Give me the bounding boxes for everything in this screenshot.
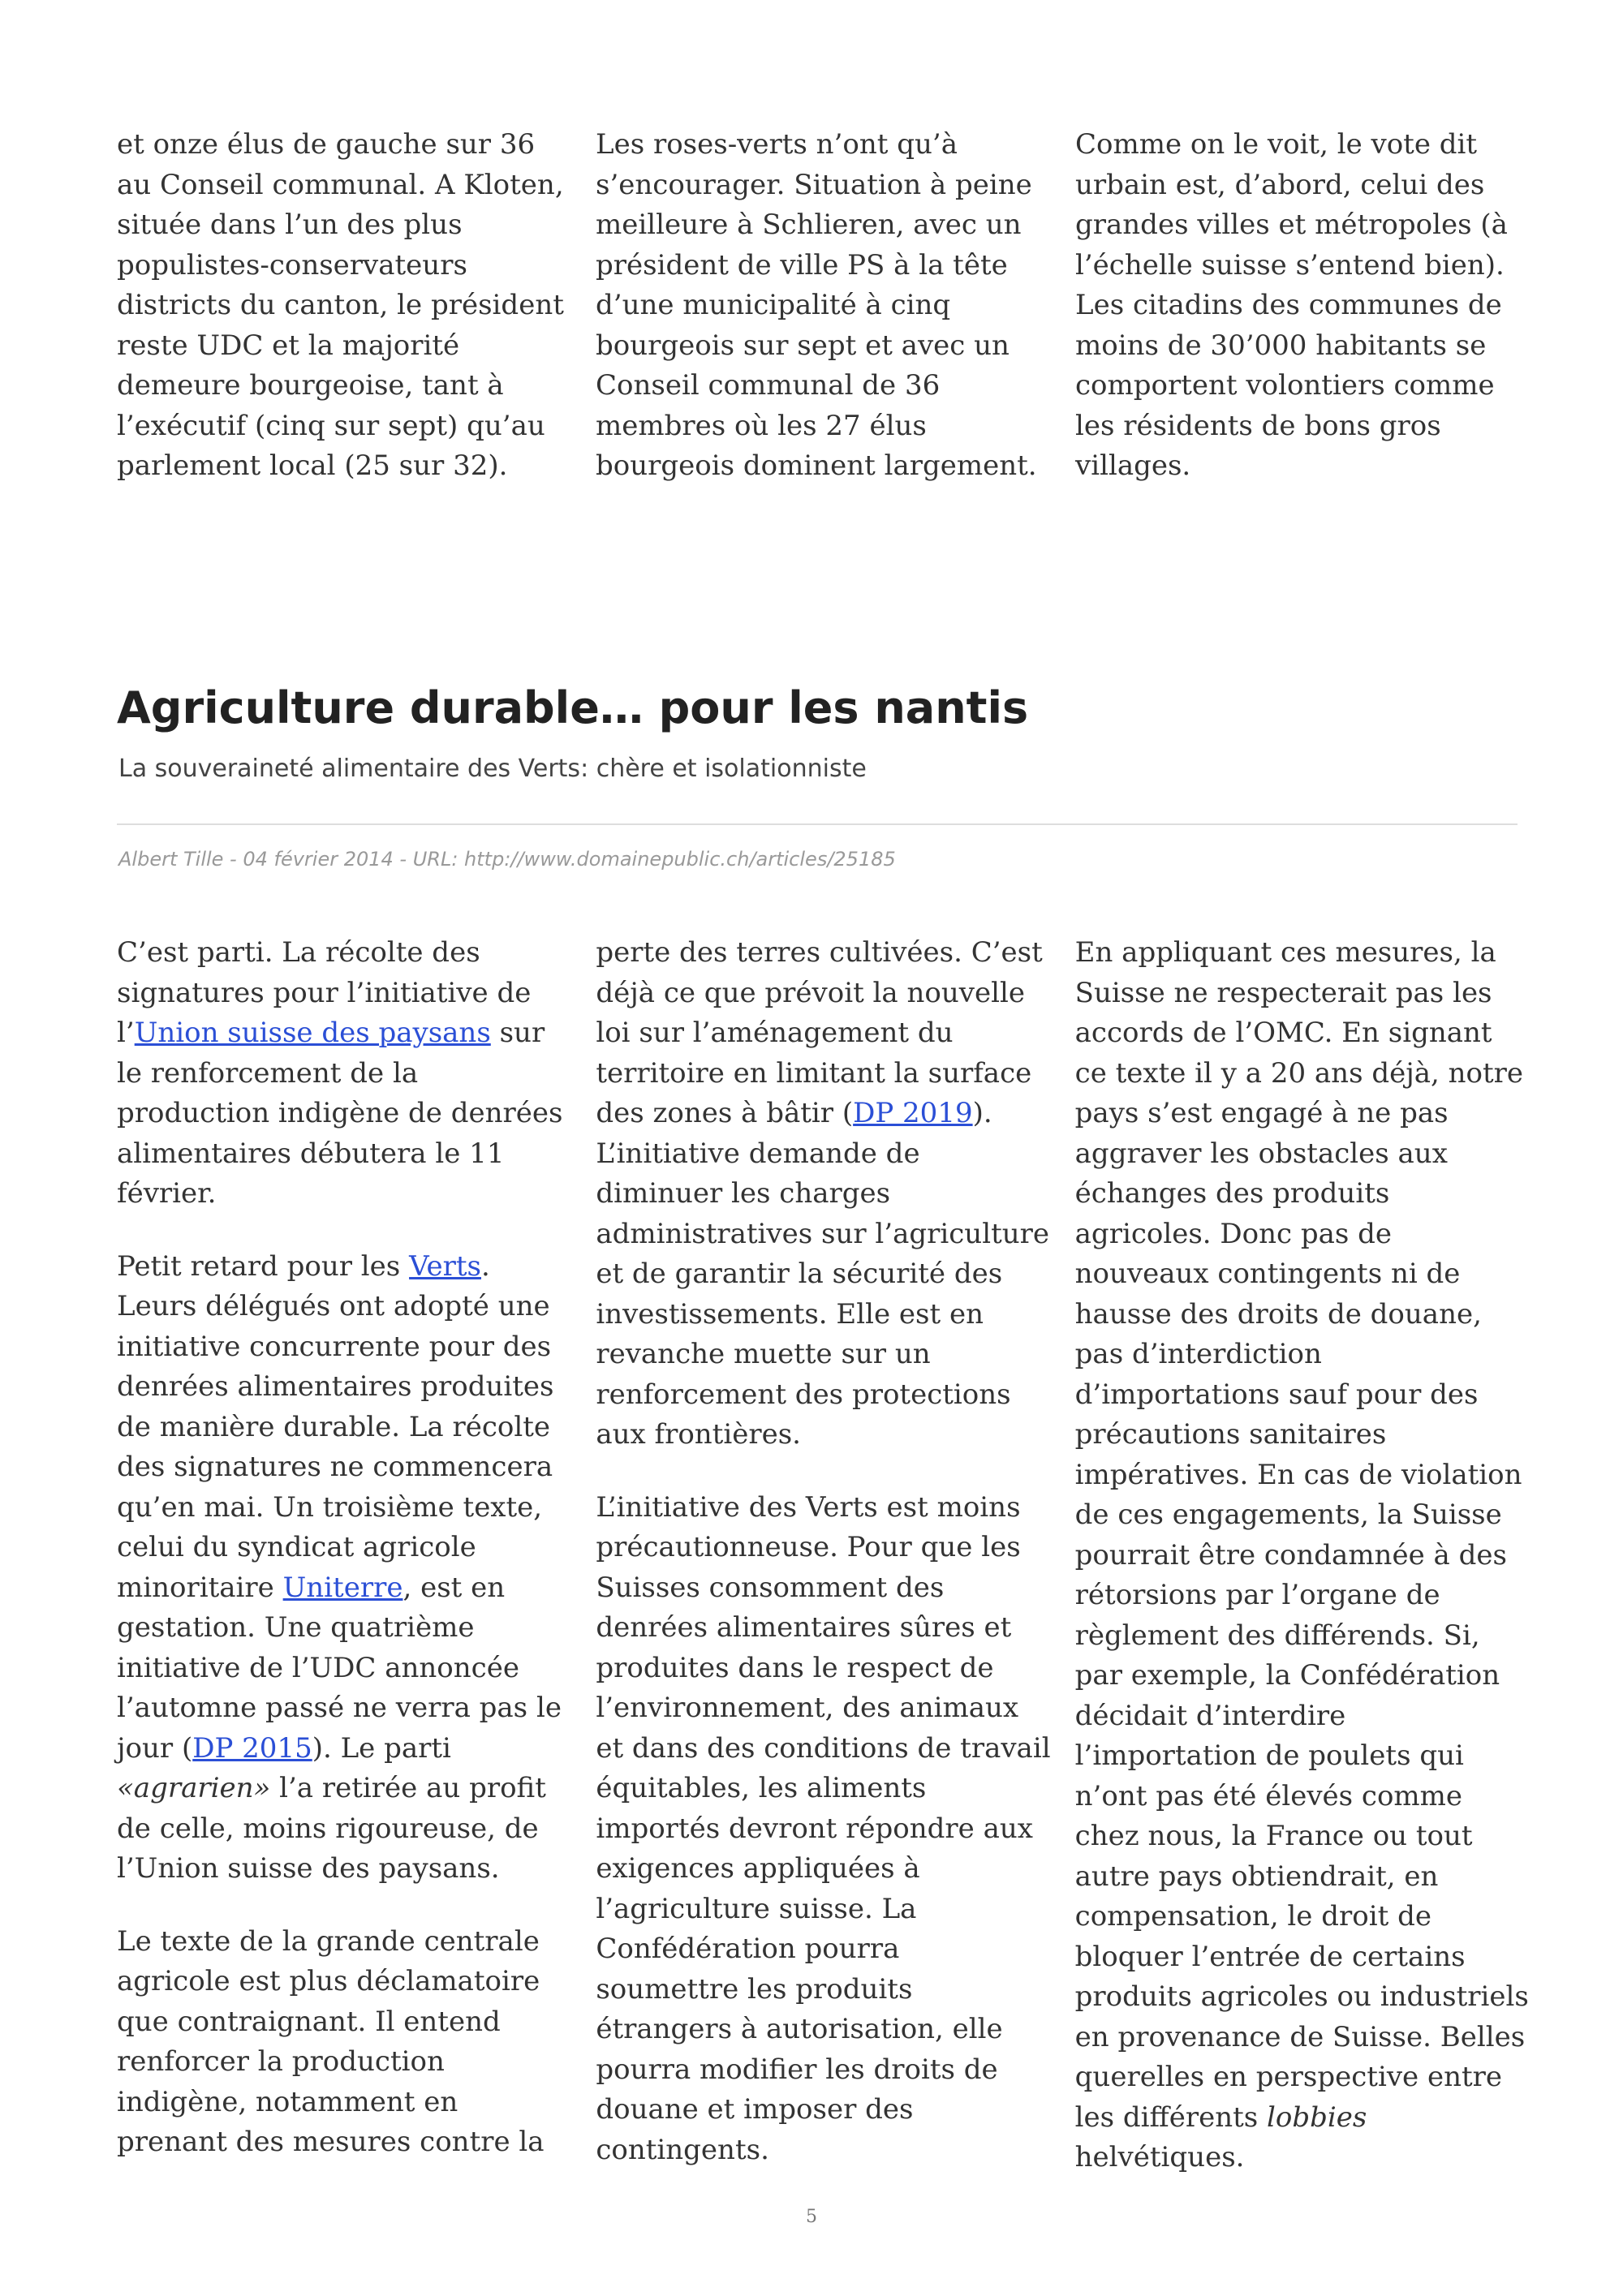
paragraph-1: C’est parti. La récolte des signatures pour l’initiative de l’Union suisse des paysans sur le renforcement de la production indigène de denrées alimentaires débutera le 11 février. — [117, 936, 563, 1210]
article-title: Agriculture durable… pour les nantis — [117, 682, 1029, 733]
paragraph-5: En appliquant ces mesures, la Suisse ne respecterait pas les accords de l’OMC. En signant ce texte il y a 20 ans déjà, notre pays s’est engagé à ne pas aggraver les obstacles aux échanges des produits agricoles. Donc pas de nouveaux contingents ni de hausse des droits de douane, pas d’interdiction d’importations sauf pour des précautions sanitaires impératives. En cas de violation de ces engagements, la Suisse pourrait être condamnée à des rétorsions par l’organe de règlement des différends. Si, par exemple, la Confédération décidait d’interdire l’importation de poulets qui n’ont pas été élevés comme chez nous, la France ou tout autre pays obtiendrait, en compensation, le droit de bloquer l’entrée de certains produits agricoles ou industriels en provenance de Suisse. Belles querelles en perspective entre les différents lobbies helvétiques. — [1074, 936, 1529, 2173]
paragraph-2: Petit retard pour les Verts. Leurs délégués ont adopté une initiative concurrente pour des denrées alimentaires produites de manière durable. La récolte des signatures ne commencera qu’en mai. Un troisième texte, celui du syndicat agricole minoritaire Uniterre, est en gestation. Une quatrième initiative de l’UDC annoncée l’automne passé ne verra pas le jour (DP 2015). Le parti «agrarien» l’a retirée au profit de celle, moins rigoureuse, de l’Union suisse des paysans. — [117, 1249, 562, 1885]
previous-article-column-1 — [117, 125, 571, 487]
paragraph: Comme on le voit, le vote dit urbain est, d’abord, celui des grandes villes et métropoles (à l’échelle suisse s’entend bien). Les citadins des communes de moins de 30’000 habitants se comportent volontiers comme les résidents de bons gros villages. — [1075, 128, 1508, 482]
paragraph: Les roses-verts n’ont qu’à s’encourager. Situation à peine meilleure à Schlieren, avec un président de ville PS à la tête d’une municipalité à cinq bourgeois sur sept et avec un Conseil communal de 36 membres où les 27 élus bourgeois dominent largement. — [596, 128, 1037, 482]
paragraph: et onze élus de gauche sur 36 au Conseil communal. A Kloten, située dans l’un des plus populistes-conservateurs districts du canton, le président reste UDC et la majorité demeure bourgeoise, tant à l’exécutif (cinq sur sept) qu’au parlement local (25 sur 32). — [117, 128, 564, 482]
article-body-flow — [117, 933, 1530, 2182]
verts-link[interactable]: Verts — [409, 1249, 481, 1283]
previous-article-column-2 — [596, 125, 1050, 487]
dp-2015-link[interactable]: DP 2015 — [192, 1731, 312, 1765]
article-meta: Albert Tille - 04 février 2014 - URL: http://www.domainepublic.ch/articles/25185 — [118, 848, 896, 871]
dp-2019-link[interactable]: DP 2019 — [853, 1097, 973, 1129]
union-suisse-paysans-link[interactable]: Union suisse des paysans — [134, 1017, 491, 1049]
paragraph-3: Le texte de la grande centrale agricole est plus déclamatoire que contraignant. Il entend renforcer la production indigène, notamment en prenant des mesures contre la perte des terres cultivées. C’est déjà ce que prévoit la nouvelle loi sur l’aménagement du territoire en limitant la surface des zones à bâtir (DP 2019). L’initiative demande de diminuer les charges administratives sur l’agriculture et de garantir la sécurité des investissements. Elle est en revanche muette sur un renforcement des protections aux frontières. — [117, 936, 1050, 2158]
paragraph-4: L’initiative des Verts est moins précautionneuse. Pour que les Suisses consomment des denrées alimentaires sûres et produites dans le respect de l’environnement, des animaux et dans des conditions de travail équitables, les aliments importés devront répondre aux exigences appliquées à l’agriculture suisse. La Confédération pourra soumettre les produits étrangers à autorisation, elle pourra modifier les droits de douane et imposer des contingents. — [596, 1490, 1051, 2166]
page-number: 5 — [806, 2207, 817, 2227]
article-subtitle: La souveraineté alimentaire des Verts: chère et isolationniste — [118, 755, 867, 783]
previous-article-column-3 — [1075, 125, 1530, 487]
header-divider — [117, 823, 1518, 825]
uniterre-link[interactable]: Uniterre — [282, 1571, 403, 1604]
